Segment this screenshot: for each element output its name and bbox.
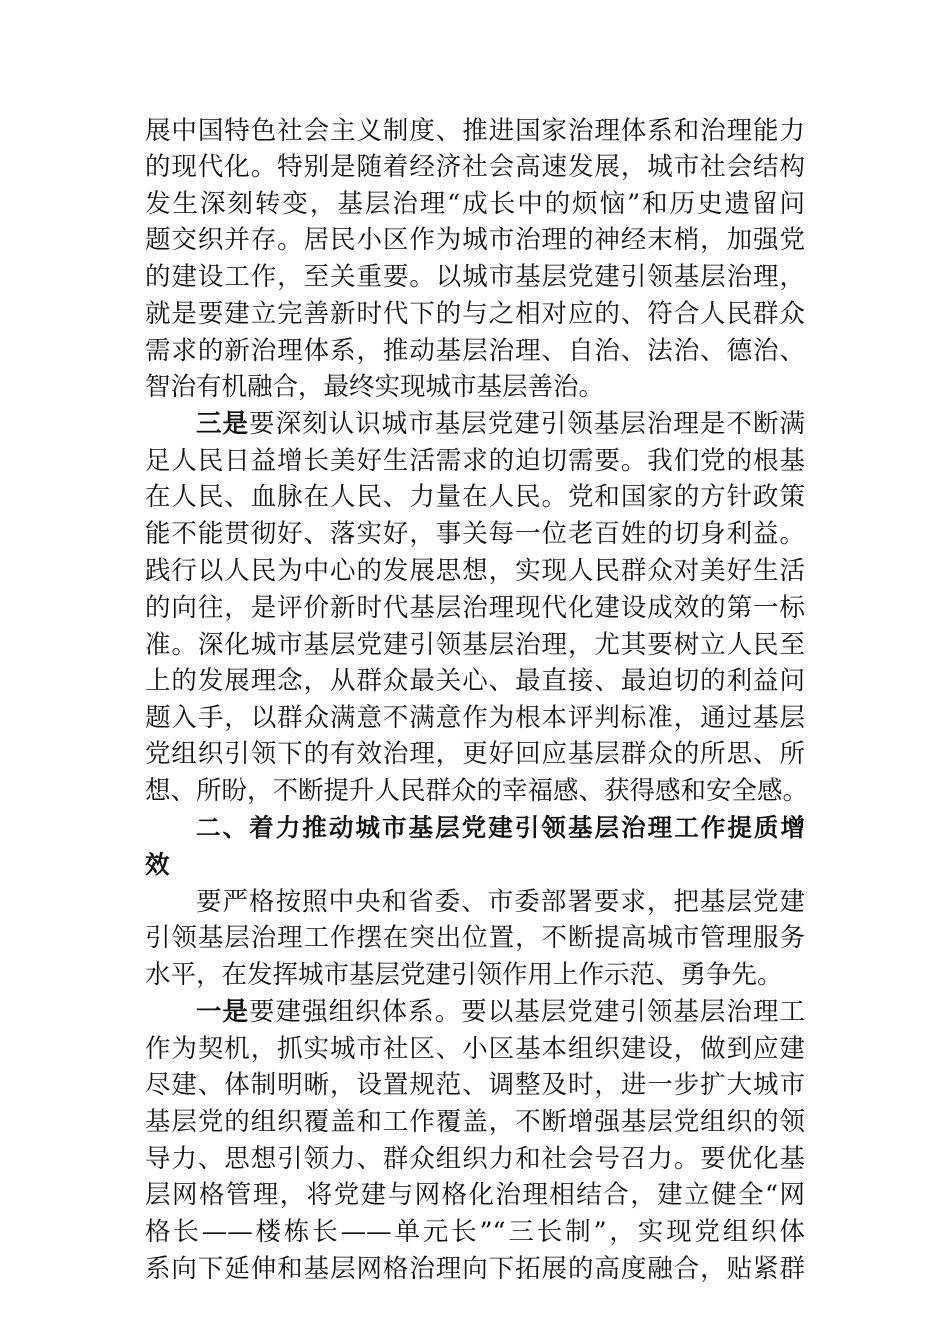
body-text-line: 尽建、体制明晰，设置规范、调整及时，进一步扩大城市 [145, 1070, 805, 1100]
body-text: 要建强组织体系。要以基层党建引领基层治理工 [249, 997, 805, 1027]
body-text-line: 的现代化。特别是随着经济社会高速发展，城市社会结构 [145, 152, 805, 182]
body-text-line: 足人民日益增长美好生活需求的迫切需要。我们党的根基 [145, 446, 805, 476]
body-text-line: 的向往，是评价新时代基层治理现代化建设成效的第一标 [145, 593, 805, 623]
body-text-line: 引领基层治理工作摆在突出位置，不断提高城市管理服务 [145, 923, 805, 953]
body-text-line: 能不能贯彻好、落实好，事关每一位老百姓的切身利益。 [145, 519, 805, 549]
body-text-line: 准。深化城市基层党建引领基层治理，尤其要树立人民至 [145, 630, 805, 660]
body-text-line: 需求的新治理体系，推动基层治理、自治、法治、德治、 [145, 336, 805, 366]
body-text: 要深刻认识城市基层党建引领基层治理是不断满 [249, 409, 805, 439]
body-text-line: 就是要建立完善新时代下的与之相对应的、符合人民群众 [145, 299, 805, 329]
section-heading-continued: 效 [145, 850, 170, 879]
paragraph-first-line [145, 994, 805, 1030]
body-text-line: 想、所盼，不断提升人民群众的幸福感、获得感和安全感。 [145, 776, 809, 806]
body-text-line: 上的发展理念，从群众最关心、最直接、最迫切的利益问 [145, 666, 805, 696]
paragraph-first-line [145, 406, 805, 442]
body-text-line: 展中国特色社会主义制度、推进国家治理体系和治理能力 [145, 116, 805, 146]
paragraph-lead: 三是 [196, 409, 250, 439]
section-heading: 二、着力推动城市基层党建引领基层治理工作提质增 [196, 813, 805, 842]
body-text-line: 党组织引领下的有效治理，更好回应基层群众的所思、所 [145, 739, 805, 769]
body-text-line: 践行以人民为中心的发展思想，实现人民群众对美好生活 [145, 556, 805, 586]
body-text-line: 系向下延伸和基层网格治理向下拓展的高度融合，贴紧群 [145, 1254, 805, 1284]
body-text-line: 题交织并存。居民小区作为城市治理的神经末梢，加强党 [145, 225, 805, 255]
body-text-line: 题入手，以群众满意不满意作为根本评判标准，通过基层 [145, 703, 805, 733]
paragraph-first-line: 要严格按照中央和省委、市委部署要求，把基层党建 [196, 887, 805, 917]
body-text-line: 基层党的组织覆盖和工作覆盖，不断增强基层党组织的领 [145, 1107, 805, 1137]
body-text-line: 在人民、血脉在人民、力量在人民。党和国家的方针政策 [145, 482, 805, 512]
body-text-line: 发生深刻转变，基层治理“成长中的烦恼”和历史遗留问 [145, 189, 805, 219]
paragraph-lead: 一是 [196, 997, 250, 1027]
body-text-line: 作为契机，抓实城市社区、小区基本组织建设，做到应建 [145, 1034, 805, 1064]
body-text-line: 的建设工作，至关重要。以城市基层党建引领基层治理， [145, 262, 805, 292]
body-text-line: 格长——楼栋长——单元长”“三长制”，实现党组织体 [145, 1217, 805, 1247]
body-text-line: 导力、思想引领力、群众组织力和社会号召力。要优化基 [145, 1144, 805, 1174]
body-text-line: 智治有机融合，最终实现城市基层善治。 [145, 372, 605, 402]
body-text-line: 层网格管理，将党建与网格化治理相结合，建立健全“网 [145, 1180, 805, 1210]
body-text-line: 水平，在发挥城市基层党建引领作用上作示范、勇争先。 [145, 960, 783, 990]
